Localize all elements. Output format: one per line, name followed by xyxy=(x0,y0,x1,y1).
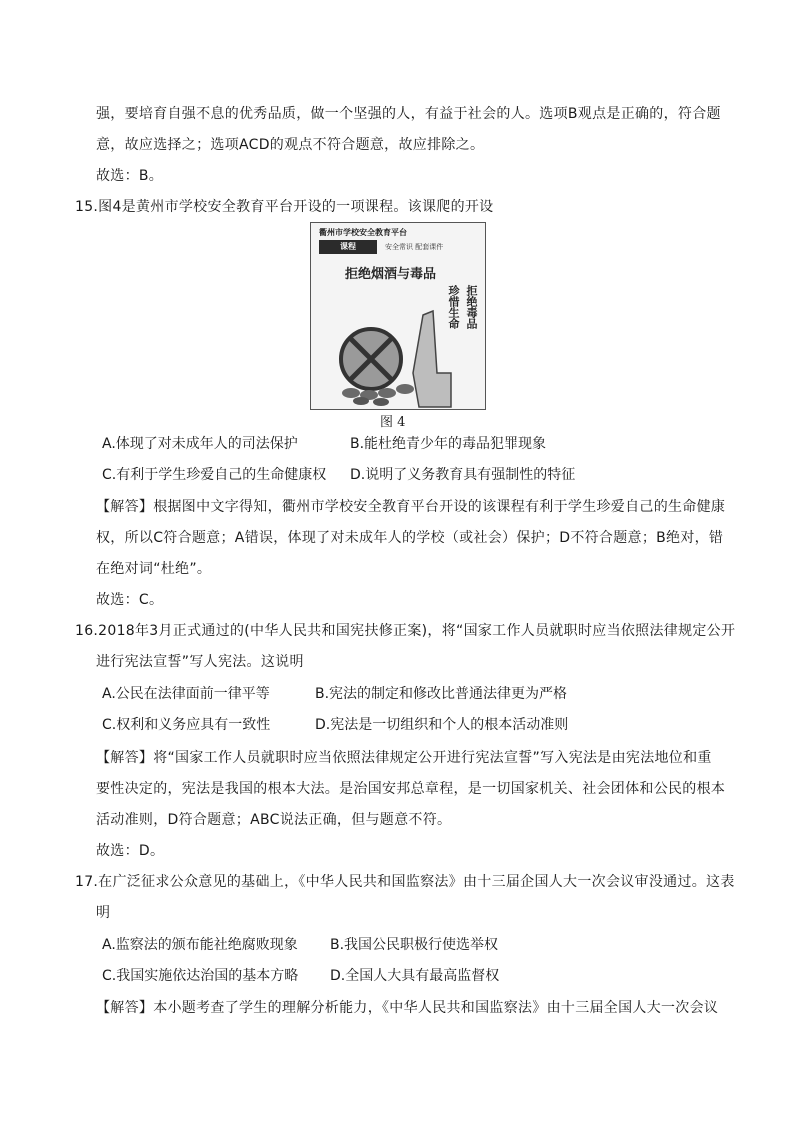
option-a: A.公民在法律面前一律平等 xyxy=(102,686,270,702)
option-c: C.有利于学生珍爱自己的生命健康权 xyxy=(102,467,327,483)
text-line: 意，故应选择之；选项ACD的观点不符合题意，故应排除之。 xyxy=(96,137,485,153)
answer-explanation: 在绝对词“杜绝”。 xyxy=(96,561,212,577)
question-15-stem: 15.图4是黄州市学校安全教育平台开设的一项课程。该课爬的开设 xyxy=(75,199,494,215)
answer-line: 故选：B。 xyxy=(96,168,164,184)
option-b: B.我国公民职极行使选举权 xyxy=(330,937,499,953)
option-c: C.我国实施依达治国的基本方略 xyxy=(102,968,299,984)
figure-tabs: 安全常识 配套课件 xyxy=(385,243,444,251)
answer-explanation: 【解答】将“国家工作人员就职时应当依照法律规定公开进行宪法宣誓”写入宪法是由宪法地位和重 xyxy=(96,750,712,766)
option-d: D.全国人大具有最高监督权 xyxy=(330,968,500,984)
answer-explanation: 要性决定的，宪法是我国的根本大法。是治国安邦总章程，是一切国家机关、社会团体和公民的根本 xyxy=(96,781,726,797)
question-17-stem: 17.在广泛征求公众意见的基础上，《中华人民共和国监察法》由十三届企国人大一次会议审没通过。这表 xyxy=(75,874,735,890)
answer-line: 故选：D。 xyxy=(96,843,165,859)
figure-slogan: 拒绝毒品 xyxy=(465,285,478,329)
figure-caption: 图 4 xyxy=(380,415,406,430)
question-16-stem: 16.2018年3月正式通过的(中华人民共和国宪扶修正案)，将“国家工作人员就职时应当依照法律规定公开 xyxy=(75,623,736,639)
figure-slogan: 珍惜生命 xyxy=(447,285,460,329)
figure-header: 衢州市学校安全教育平台 xyxy=(319,228,407,237)
question-17-stem: 明 xyxy=(96,905,111,921)
option-a: A.监察法的颁布能社绝腐败现象 xyxy=(102,937,298,953)
question-16-stem: 进行宪法宣誓”写人宪法。这说明 xyxy=(96,654,304,670)
option-d: D.说明了义务教育具有强制性的特征 xyxy=(350,467,576,483)
answer-explanation: 【解答】根据图中文字得知，衢州市学校安全教育平台开设的该课程有利于学生珍爱自己的生命健康 xyxy=(96,499,726,515)
text-line: 强，要培育自强不息的优秀品质，做一个坚强的人，有益于社会的人。选项B观点是正确的，符合题 xyxy=(96,106,721,122)
figure-4-image xyxy=(310,222,486,410)
figure-logo: 课程 xyxy=(319,240,377,254)
option-b: B.能杜绝青少年的毒品犯罪现象 xyxy=(350,436,547,452)
option-d: D.宪法是一切组织和个人的根本活动准则 xyxy=(315,717,569,733)
option-b: B.宪法的制定和修改比普通法律更为严格 xyxy=(315,686,568,702)
answer-explanation: 【解答】本小题考查了学生的理解分析能力，《中华人民共和国监察法》由十三届全国人大一次会议 xyxy=(96,1000,719,1016)
figure-title: 拒绝烟酒与毒品 xyxy=(345,267,437,282)
answer-explanation: 活动准则，D符合题意；ABC说法正确，但与题意不符。 xyxy=(96,812,452,828)
option-a: A.体现了对未成年人的司法保护 xyxy=(102,436,298,452)
answer-line: 故选：C。 xyxy=(96,592,164,608)
option-c: C.权利和义务应具有一致性 xyxy=(102,717,271,733)
answer-explanation: 权，所以C符合题意；A错误，体现了对未成年人的学校（或社会）保护；D不符合题意；B绝对，错 xyxy=(96,530,724,546)
